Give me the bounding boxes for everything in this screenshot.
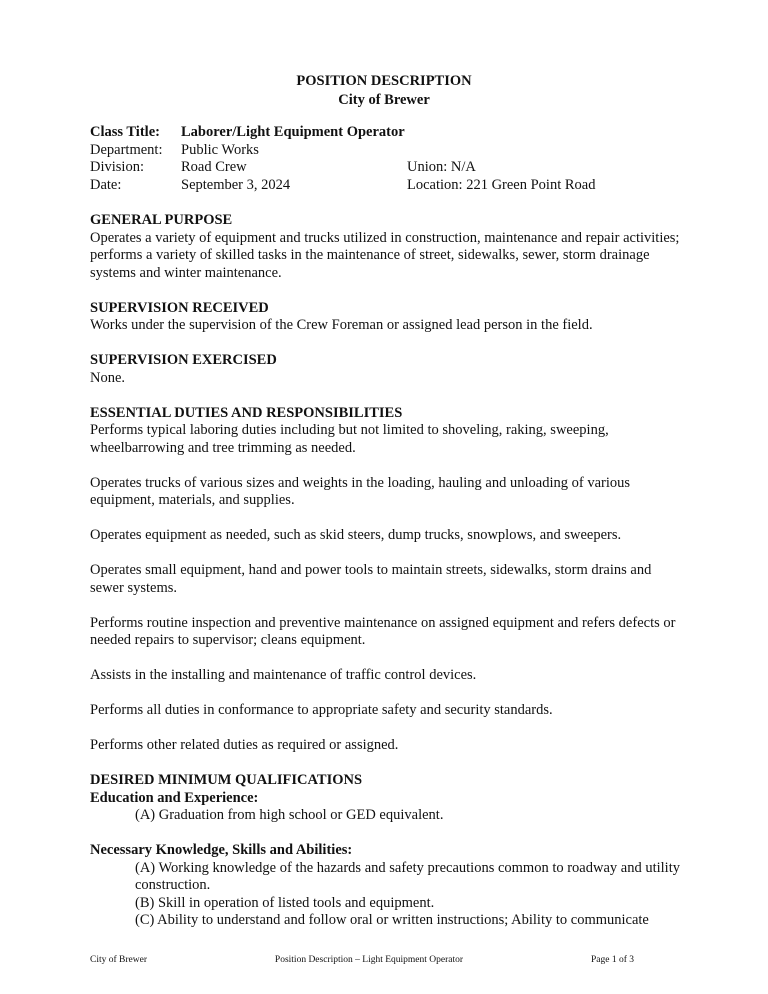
section-supervision-exercised (90, 352, 680, 387)
education-item: (A) Graduation from high school or GED equivalent. (135, 807, 444, 823)
document-subtitle: City of Brewer (338, 92, 430, 108)
document-title: POSITION DESCRIPTION (296, 73, 472, 89)
division-label: Division: (90, 159, 144, 175)
footer-center: Position Description – Light Equipment Operator (274, 955, 464, 965)
duty-item: Operates equipment as needed, such as skid steers, dump trucks, snowplows, and sweepers. (90, 527, 622, 543)
meta-row-department (90, 142, 595, 160)
page-footer (90, 955, 634, 965)
section-heading: SUPERVISION RECEIVED (90, 299, 269, 316)
knowledge-item: (B) Skill in operation of listed tools and equipment. (135, 894, 435, 911)
education-heading: Education and Experience: (90, 789, 259, 806)
section-text: None. (90, 369, 126, 386)
date-label: Date: (90, 176, 122, 193)
class-title-value: Laborer/Light Equipment Operator (181, 124, 405, 140)
meta-row-class-title (90, 124, 595, 142)
section-text: Operates a variety of equipment and trucks utilized in construction, maintenance and repair activities; performs a variety of skilled tasks in the maintenance of street, sidewalks, sewer, storm drainage systems and winter maintenance. (90, 229, 680, 281)
department-label: Department: (90, 141, 163, 158)
duty-item: Operates trucks of various sizes and weights in the loading, hauling and unloading of various equipment, materials, and supplies. (90, 474, 631, 508)
section-text: Works under the supervision of the Crew Foreman or assigned lead person in the field. (90, 317, 593, 333)
class-title-label: Class Title: (90, 124, 160, 140)
knowledge-item: (A) Working knowledge of the hazards and safety precautions common to roadway and utility construction. (135, 859, 680, 893)
meta-row-division (90, 159, 595, 177)
section-heading: SUPERVISION EXERCISED (90, 352, 277, 368)
location-value: Location: 221 Green Point Road (407, 176, 596, 193)
section-general-purpose (90, 212, 680, 282)
section-heading: ESSENTIAL DUTIES AND RESPONSIBILITIES (90, 404, 403, 421)
section-supervision-received (90, 300, 680, 335)
division-value: Road Crew (181, 159, 247, 175)
footer-page-number: Page 1 of 3 (590, 955, 634, 965)
knowledge-item: (C) Ability to understand and follow oral or written instructions; Ability to communicate (135, 912, 649, 928)
document-body (90, 212, 680, 947)
meta-row-date (90, 177, 595, 195)
section-duties (90, 405, 680, 755)
date-value: September 3, 2024 (181, 176, 291, 193)
duty-item: Performs typical laboring duties including but not limited to shoveling, raking, sweeping, wheelbarrowing and tree trimming as needed. (90, 422, 609, 456)
duty-item: Performs other related duties as required or assigned. (90, 737, 399, 753)
department-value: Public Works (181, 141, 259, 158)
duty-item: Performs all duties in conformance to appropriate safety and security standards. (90, 702, 553, 718)
duty-item: Operates small equipment, hand and power tools to maintain streets, sidewalks, storm drains and sewer systems. (90, 562, 652, 596)
knowledge-heading: Necessary Knowledge, Skills and Abilities: (90, 842, 353, 858)
footer-left: City of Brewer (90, 955, 147, 965)
section-heading: GENERAL PURPOSE (90, 212, 233, 228)
duty-item: Performs routine inspection and preventive maintenance on assigned equipment and refers defects or needed repairs to supervisor; cleans equipment. (90, 614, 676, 648)
duty-item: Assists in the installing and maintenance of traffic control devices. (90, 667, 477, 683)
position-meta (90, 124, 595, 194)
section-heading: DESIRED MINIMUM QUALIFICATIONS (90, 772, 363, 788)
union-value: Union: N/A (407, 159, 476, 175)
title-block (0, 72, 768, 110)
section-qualifications (90, 772, 680, 930)
